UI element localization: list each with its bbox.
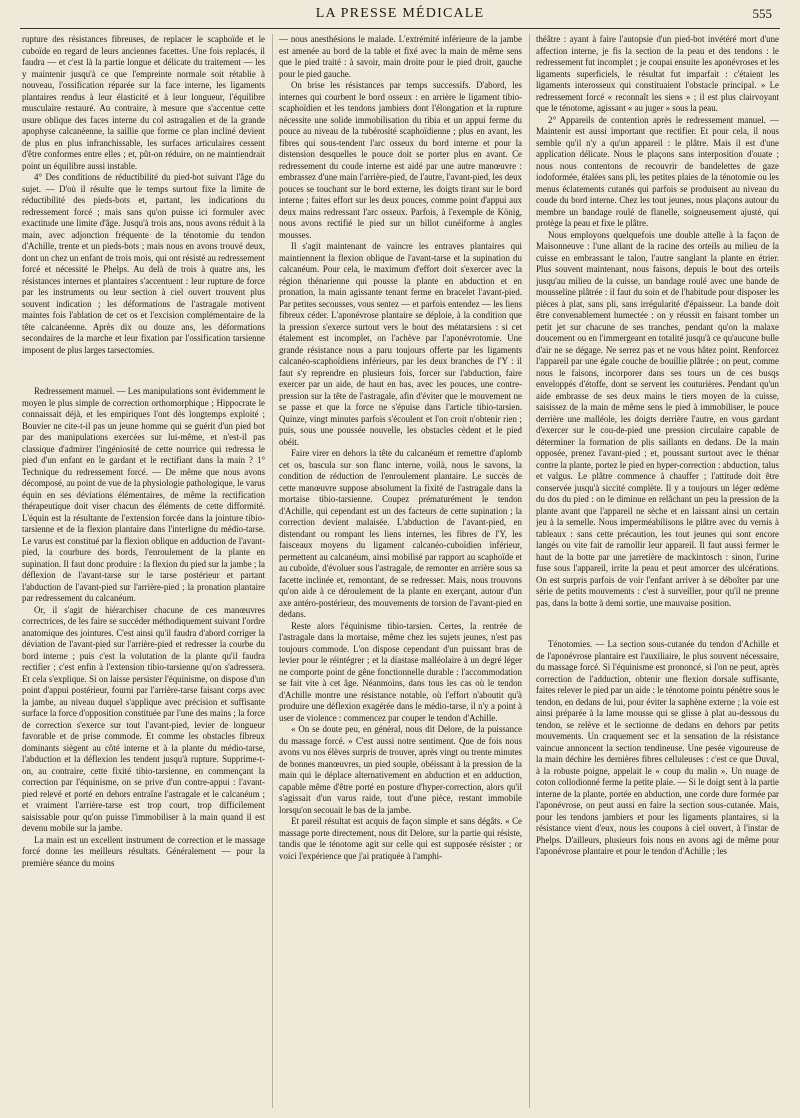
section-appareils-contention: 2° Appareils de contention après le redressement manuel. — Maintenir est aussi important que rectifier. Et pour cela, il nous semble qu'il n'y a qu'un appareil : le plâtre. Mais il est d'une application délicate. Nous le plaçons sans interposition d'ouate ; nous nous contentons de recouvrir de bandelettes de gaze iodoformée, étalées sans pli, les petites plaies de la ténotomie ou les menus éclatements cutanés qui parfois se produisent au niveau du coude du bord interne. Chez les tout jeunes, nous plaçons autour du membre un bandage roulé de flanelle, soigneusement ajusté, qui protège la peau et fixe le plâtre. — [536, 114, 779, 228]
column-middle — [279, 34, 522, 1114]
paragraph: Reste alors l'équinisme tibio-tarsien. Certes, la rentrée de l'astragale dans la mortaise, même chez les sujets jeunes, n'est pas toujours commode. L'on dispose cependant d'un puissant bras de levier pour le réintégrer ; et la diastase malléolaire à un degré léger ne comporte point de gêne fonctionnelle durable : l'accommodation se fait vite à cet âge. Néanmoins, dans tous les cas où le tendon d'Achille montre une résistance notable, où l'effort n'aboutit qu'à produire une déflexion exagérée dans le médio-tarse, il n'y a point à user de violence : commencez par couper le tendon d'Achille. — [279, 620, 522, 723]
page-number: 555 — [752, 6, 772, 21]
paragraph: Il s'agit maintenant de vaincre les entraves plantaires qui maintiennent la flexion oblique de l'avant-tarse et la supination du calcanéum. Pour cela, le maximum d'effort doit s'exercer avec la région thénarienne qui pousse la plante en abduction et en pronation, la main agissante tenant ferme en bracelet l'avant-pied. Par petites secousses, vous sentez — et parfois entendez — les liens fibreux céder. L'aponévrose plantaire se déploie, à la condition que la pression s'exerce surtout vers le bout des métatarsiens : si cet étalement est incomplet, on l'achève par l'aponévrotomie. Une grande résistance nous a paru toujours offerte par les ligaments calcanéo-scaphoïdiens inférieurs, par les deux branches de l'Y : il faut s'y reprendre en plusieurs fois, forcer sur l'abduction, faire exercer par un aide, de haut en bas, avec les pouces, une contre-pression sur la tête de l'astragale, afin d'éviter que le mouvement ne se passe et que la force ne s'épuise dans l'article tibio-tarsien. Quinze, vingt minutes parfois s'écoulent et l'on croit n'obtenir rien ; puis, sous une poussée nouvelle, les obstacles cèdent et le pied obéit. — [279, 241, 522, 447]
paragraph: On brise les résistances par temps successifs. D'abord, les internes qui courbent le bord osseux : en arrière le ligament tibio-scaphoïdien et les tendons jambiers dont l'élongation et la rupture nécessite une solide immobilisation du tibia et un appui ferme du pouce au niveau de la tubérosité scaphoïdienne ; plus en avant, les fibres qui sous-tendent l'arc osseux du bord interne et pour la distension desquelles le pouce doit se porter plus en avant. Ce redressement du coude interne est aidé par une autre manœuvre : embrassez d'une main l'arrière-pied, de l'autre, l'avant-pied, les deux pouces se touchant sur le bord externe, les doigts tirant sur le bord interne ; faites effort sur les deux pouces, comme point d'appui aux deux mains redressant l'arc osseux. Parfois, à l'exemple de König, nous avons rectifié le pied sur un billot cunéiforme à angles mousses. — [279, 80, 522, 240]
paragraph: Or, il s'agit de hiérarchiser chacune de ces manœuvres correctrices, de les faire se succéder méthodiquement suivant l'ordre anatomique des jointures. C'est ainsi qu'il faudra d'abord corriger la déviation de l'avant-pied sur l'arrière-pied et redresser la courbe du bord interne ; puis c'est la volutation de la plante qu'il faudra rectifier ; c'est enfin à l'extension tibio-tarsienne qu'on s'adressera. Et cela s'explique. Si on laisse persister l'équinisme, on dispose d'un point d'appui postérieur, fourni par l'arrière-tarse faisant corps avec la jambe, au niveau duquel s'applique avec précision et suffisante surface la force d'opposition constituée par l'une des mains ; la force de correction s'exerce sur tout l'avant-pied, levier de longueur favorable et de prise commode. Et comme les obstacles fibreux dominants siègent au côté interne et à la plante du médio-tarse, l'abduction et la déflexion les tendent jusqu'à rupture. Supprime-t-on, au contraire, cette fixité tibio-tarsienne, en commençant la correction par l'équinisme, on se prive d'un contre-appui : l'avant-pied relevé et porté en dehors entraîne l'astragale et le calcanéum ; et vraiment l'arrière-tarse est trop court, trop difficilement saisissable pour qu'on puisse l'immobiliser à la main quand il est devenu mobile sur la jambe. — [22, 604, 265, 833]
article-body — [22, 34, 780, 1114]
paragraph: La main est un excellent instrument de correction et le massage forcé donne les meilleurs résultats. Généralement — pour la première séance du moins — [22, 834, 265, 868]
journal-title: LA PRESSE MÉDICALE — [315, 6, 485, 21]
column-right — [536, 34, 779, 1114]
paragraph: Nous employons quelquefois une double attelle à la façon de Maisonneuve : l'une allant de la racine des orteils au milieu de la cuisse en embrassant le talon, l'autre sanglant la plante en étrier. Plus souvent maintenant, nous faisons, depuis le bout des orteils jusqu'au milieu de la cuisse, un bandage roulé avec une bande de mousseline plâtrée : il faut du soin et de l'habitude pour disposer les pièces à plat, sans pli, sans irrégularité d'épaisseur. La bande doit être convenablement humectée : on y réussit en faisant tomber un petit jet sur chacune de ses tranches, pendant qu'on la malaxe doucement ou en l'immergeant en totalité jusqu'à ce qu'aucune bulle d'air ne se dégage. Ne serrez pas et ne vous hâtez point. Renforcez l'appareil par une égale couche de bouillie plâtrée ; on peut, comme nous le faisons, incorporer dans ses tours un de ces busqs enveloppés d'étoffe, dont se servent les couturières. Pendant qu'un aide embrasse de ses deux mains le tiers moyen de la cuisse, saisissez de la main de même sens le pied à immobiliser, le pouce derrière une malléole, les doigts derrière l'autre, en vous gardant d'exercer sur le cou-de-pied une pression circulaire capable de déterminer la formation de plis saillants en dedans. De la main opposée, prenez l'avant-pied ; et, poussant surtout avec le thénar contre la plante, portez le pied en hyper-correction : abduction, talus et valgus. Le plâtre commence à chauffer ; l'attitude doit être conservée jusqu'à siccité complète. Il y a toujours un léger œdème du dos du pied : on le diminue en relâchant un peu la pression de la plante avant que l'appareil ne sèche et en laissant ainsi un certain jeu à la semelle. Nous imperméabilisons le plâtre avec du vernis à tableaux : sans cette précaution, les tout jeunes qui sont encore langés ou vite fait de ramollir leur appareil. Il faut aussi fermer le haut de la botte par une jarretière de mackintosch : sinon, l'urine fuse sous l'appareil, irrite la peau et peut amorcer des ulcérations. On est surpris parfois de voir l'enfant arriver à se déboîter par une série de petits mouvements : c'est à surveiller, pour qu'il ne prenne pas, dans la botte à demi sortie, une mauvaise position. — [536, 229, 779, 608]
paragraph: théâtre : ayant à faire l'autopsie d'un pied-bot invétéré mort d'une affection interne, je fis la section de la peau et des tendons : le redressement fut incomplet ; je coupai ensuite les aponévroses et les ligaments superficiels, le résultat fut imparfait : c'étaient les ligaments interosseux qui constituaient l'obstacle principal. » Le redressement forcé « reconnaît les siens » ; il est plus clairvoyant que le ténotome, agissant « au juger » sous la peau. — [536, 34, 779, 113]
paragraph: Faire virer en dehors la tête du calcanéum et remettre d'aplomb cet os, bascula sur son flanc interne, voilà, nous le savons, la condition de réduction de l'enroulement plantaire. Le succès de cette manœuvre suppose absolument la fixité de l'astragale dans la mortaise tibio-tarsienne. Coupez prématurément le tendon d'Achille, qui cependant est un des facteurs de cette supination ; la correction devient malaisée. L'abduction de l'avant-pied, en distendant ou rompant les liens internes, les fibres de l'Y, les faisceaux moyens du ligament calcanéo-cuboïdien inférieur, permettent au calcanéum, ainsi mobilisé par rapport au scaphoïde et au cuboïde, d'évoluer sous l'astragale, de remonter en arrière sous sa facette inclinée et, remontant, de se redresser. Mais, nous trouvons qu'on aide à ce déroulement de la plante en exerçant, autour d'un axe antéro-postérieur, des mouvements de torsion de l'avant-pied en dedans. — [279, 448, 522, 619]
column-left — [22, 34, 265, 1114]
paragraph: rupture des résistances fibreuses, de replacer le scaphoïde et le cuboïde en regard de leurs anciennes facettes. Une fois replacés, il faudra — et c'est là la partie longue et délicate du traitement — les y maintenir jusqu'à ce que l'empreinte normale soit rétablie à nouveau, l'ossification réparée sur la face interne, les ligaments plantaires rendus à leur élasticité et à leur longueur, l'équilibre musculaire restauré. Au contraire, à mesure que s'accentue cette usure oblique des faces interne du col astragalien et de la grande apophyse calcanéenne, la saillie que forme ce plan incliné devient de plus en plus infranchissable, les surfaces articulaires cessent d'être conformes entre elles ; et, pût-on réduire, on ne maintiendrait point un équilibre aussi instable. — [22, 34, 265, 171]
section-tenotomies: Ténotomies. — La section sous-cutanée du tendon d'Achille et de l'aponévrose plantaire est l'auxiliaire, le plus souvent nécessaire, du massage forcé. Si l'équinisme est prononcé, si l'on ne peut, après correction de l'adduction, obtenir une flexion dorsale suffisante, faites relever le pied par un aide : le ténotome pointu pénètre sous le tendon, en dedans de lui, pour éviter la saphène externe ; la voie est ainsi préparée à la lame mousse qui se glisse à plat au-dessous du tendon, se relève et le sectionne de dedans en dehors par petits mouvements. Un craquement sec et la sensation de la résistance vaincue annoncent la section tendineuse. Une pesée vigoureuse de la main déchire les dernières fibres celluleuses : c'est ce que Duval, à la robuste poigne, appelait le « coup du malin ». Un nuage de coton collodionné ferme la petite plaie. — Si le doigt sent à la partie interne de la plante, portée en abduction, une corde dure formée par l'aponévrose, on peut aussi en faire la section sous-cutanée. Mais, pour les tendons jambiers et pour les ligaments plantaires, si la résistance vient d'eux, nous les coupons à ciel ouvert, à l'instar de Phelps. D'ailleurs, plusieurs fois nous en avons agi de même pour l'aponévrose plantaire et pour le tendon d'Achille ; les — [536, 639, 779, 856]
section-redressement-manuel: Redressement manuel. — Les manipulations sont évidemment le moyen le plus simple de correction orthomorphique ; Hippocrate le connaissait déjà, et les empiriques l'ont dès longtemps exploité ; Bouvier ne cite-t-il pas un jeune homme qui se guérit d'un pied bot par des manipulations exercées sur lui-même, et n'est-il pas classique d'admirer l'ingéniosité de cette nourrice qui redressa le pied d'un enfant en le gardant et le rectifiant dans la main ? 1° Technique du redressement forcé. — De même que nous avons décomposé, au point de vue de la physiologie pathologique, le varus équin en ses déviations élémentaires, de même la rectification thérapeutique doit viser chacun des éléments de cette difformité. L'équin est la résultante de l'extension forcée dans la jointure tibio-tarsienne et de la flexion plantaire dans l'interligne du médio-tarse. Le varus est constitué par la flexion oblique en adduction de l'avant-pied, la courbure des bords, l'enroulement de la plante en supination. Il faut donc produire : la flexion du pied sur la jambe ; la déflexion de l'avant-tarse sur le tarse postérieur et partant l'abduction de l'avant-pied sur l'arrière-pied ; la pronation plantaire par redressement du calcanéum. — [22, 386, 265, 603]
paragraph: « On se doute peu, en général, nous dit Delore, de la puissance du massage forcé. » C'est aussi notre sentiment. Que de fois nous avons vu nos élèves surpris de trouver, après vingt ou trente minutes de bonnes manœuvres, un pied souple, obéissant à la pression de la main qui le déplace alternativement en abduction et en adduction, capable même d'être porté en posture d'hyper-correction, alors qu'il s'agissait d'un varus raide, tout d'une pièce, restant immobile lorsqu'on secouait le bas de la jambe. — [279, 724, 522, 815]
paragraph: 4° Des conditions de réductibilité du pied-bot suivant l'âge du sujet. — D'où il résulte que le temps surtout fixe la limite de réductibilité des pieds-bots et, partant, les indications du redressement forcé ; mais sans qu'on puisse ici formuler avec exactitude une limite d'âge. Jusqu'à trois ans, nous avons réduit à la main, avec adjonction fréquente de la ténotomie du tendon d'Achille, trente et un pieds-bots ; mais nous en avons trouvé deux, dont un chez un enfant de trois mois, qui ont résisté au redressement forcé et nécessité le Phelps. Au delà de trois à quatre ans, les résistances internes et plantaires s'accentuent : leur rupture de force par les instruments ou leur section à ciel ouvert trouvent plus souvent indication ; les déformations de l'astragale motivent maintes fois l'ablation de cet os et l'excision complémentaire de la tête calcanéenne. Après dix ou douze ans, les déformations secondaires de la marche et leur fixation par l'ossification tarsienne imposent de plus larges tarsectomies. — [22, 172, 265, 355]
paragraph: — nous anesthésions le malade. L'extrémité inférieure de la jambe est amenée au bord de la table et fixé avec la main de même sens que le pied traité : à savoir, main droite pour le pied droit, gauche pour le pied gauche. — [279, 34, 522, 79]
page-header — [20, 4, 780, 29]
paragraph: Et pareil résultat est acquis de façon simple et sans dégâts. « Ce massage porte directement, nous dit Delore, sur la partie qui résiste, tandis que le ténotome agit sur celle qui est supposée résister ; or voici l'expérience que j'ai pratiquée à l'amphi- — [279, 816, 522, 861]
